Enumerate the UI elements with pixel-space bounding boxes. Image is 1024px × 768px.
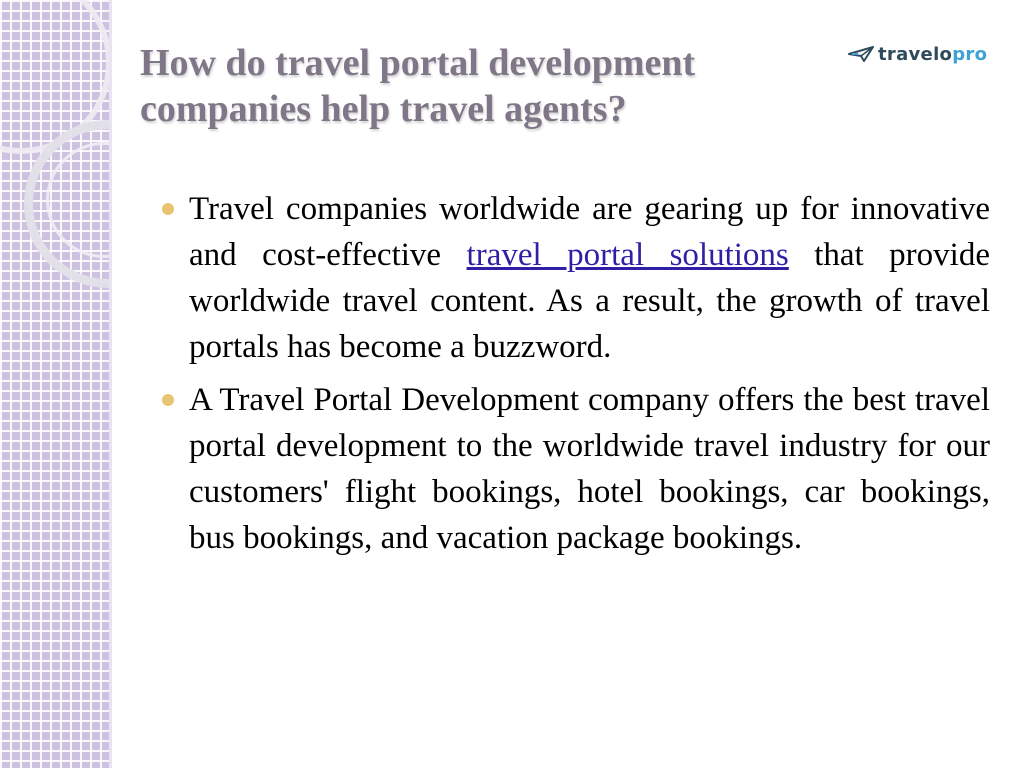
logo-wordmark-main: travelo	[878, 43, 953, 65]
bullet-list	[160, 186, 990, 568]
travelopro-logo	[848, 42, 987, 66]
decorative-side-panel	[0, 0, 112, 768]
bullet-item	[160, 186, 990, 370]
bullet-text: that provide worldwide travel content. As a result, the growth of travel portals has become a buzzword.	[189, 237, 990, 365]
slide-title-line: How do travel portal development	[140, 42, 696, 84]
travel-portal-solutions-link[interactable]: travel portal solutions	[466, 237, 789, 273]
logo-wordmark-accent: pro	[952, 43, 988, 65]
bullet-dot-icon	[162, 203, 174, 215]
bullet-item	[160, 377, 990, 561]
slide-title	[140, 40, 820, 132]
bullet-text: A Travel Portal Development company offers the best travel portal development to the worldwide travel industry for our customers' flight bookings, hotel bookings, car bookings, bus bookings, and vacation package bookings.	[189, 382, 990, 556]
slide-title-line: companies help travel agents?	[140, 88, 627, 130]
bullet-text: Travel companies worldwide are gearing up for innovative and cost-effective	[189, 191, 990, 273]
logo-wordmark	[878, 44, 987, 65]
paper-plane-icon	[848, 45, 874, 63]
panel-edge	[109, 0, 112, 768]
bullet-dot-icon	[162, 394, 174, 406]
